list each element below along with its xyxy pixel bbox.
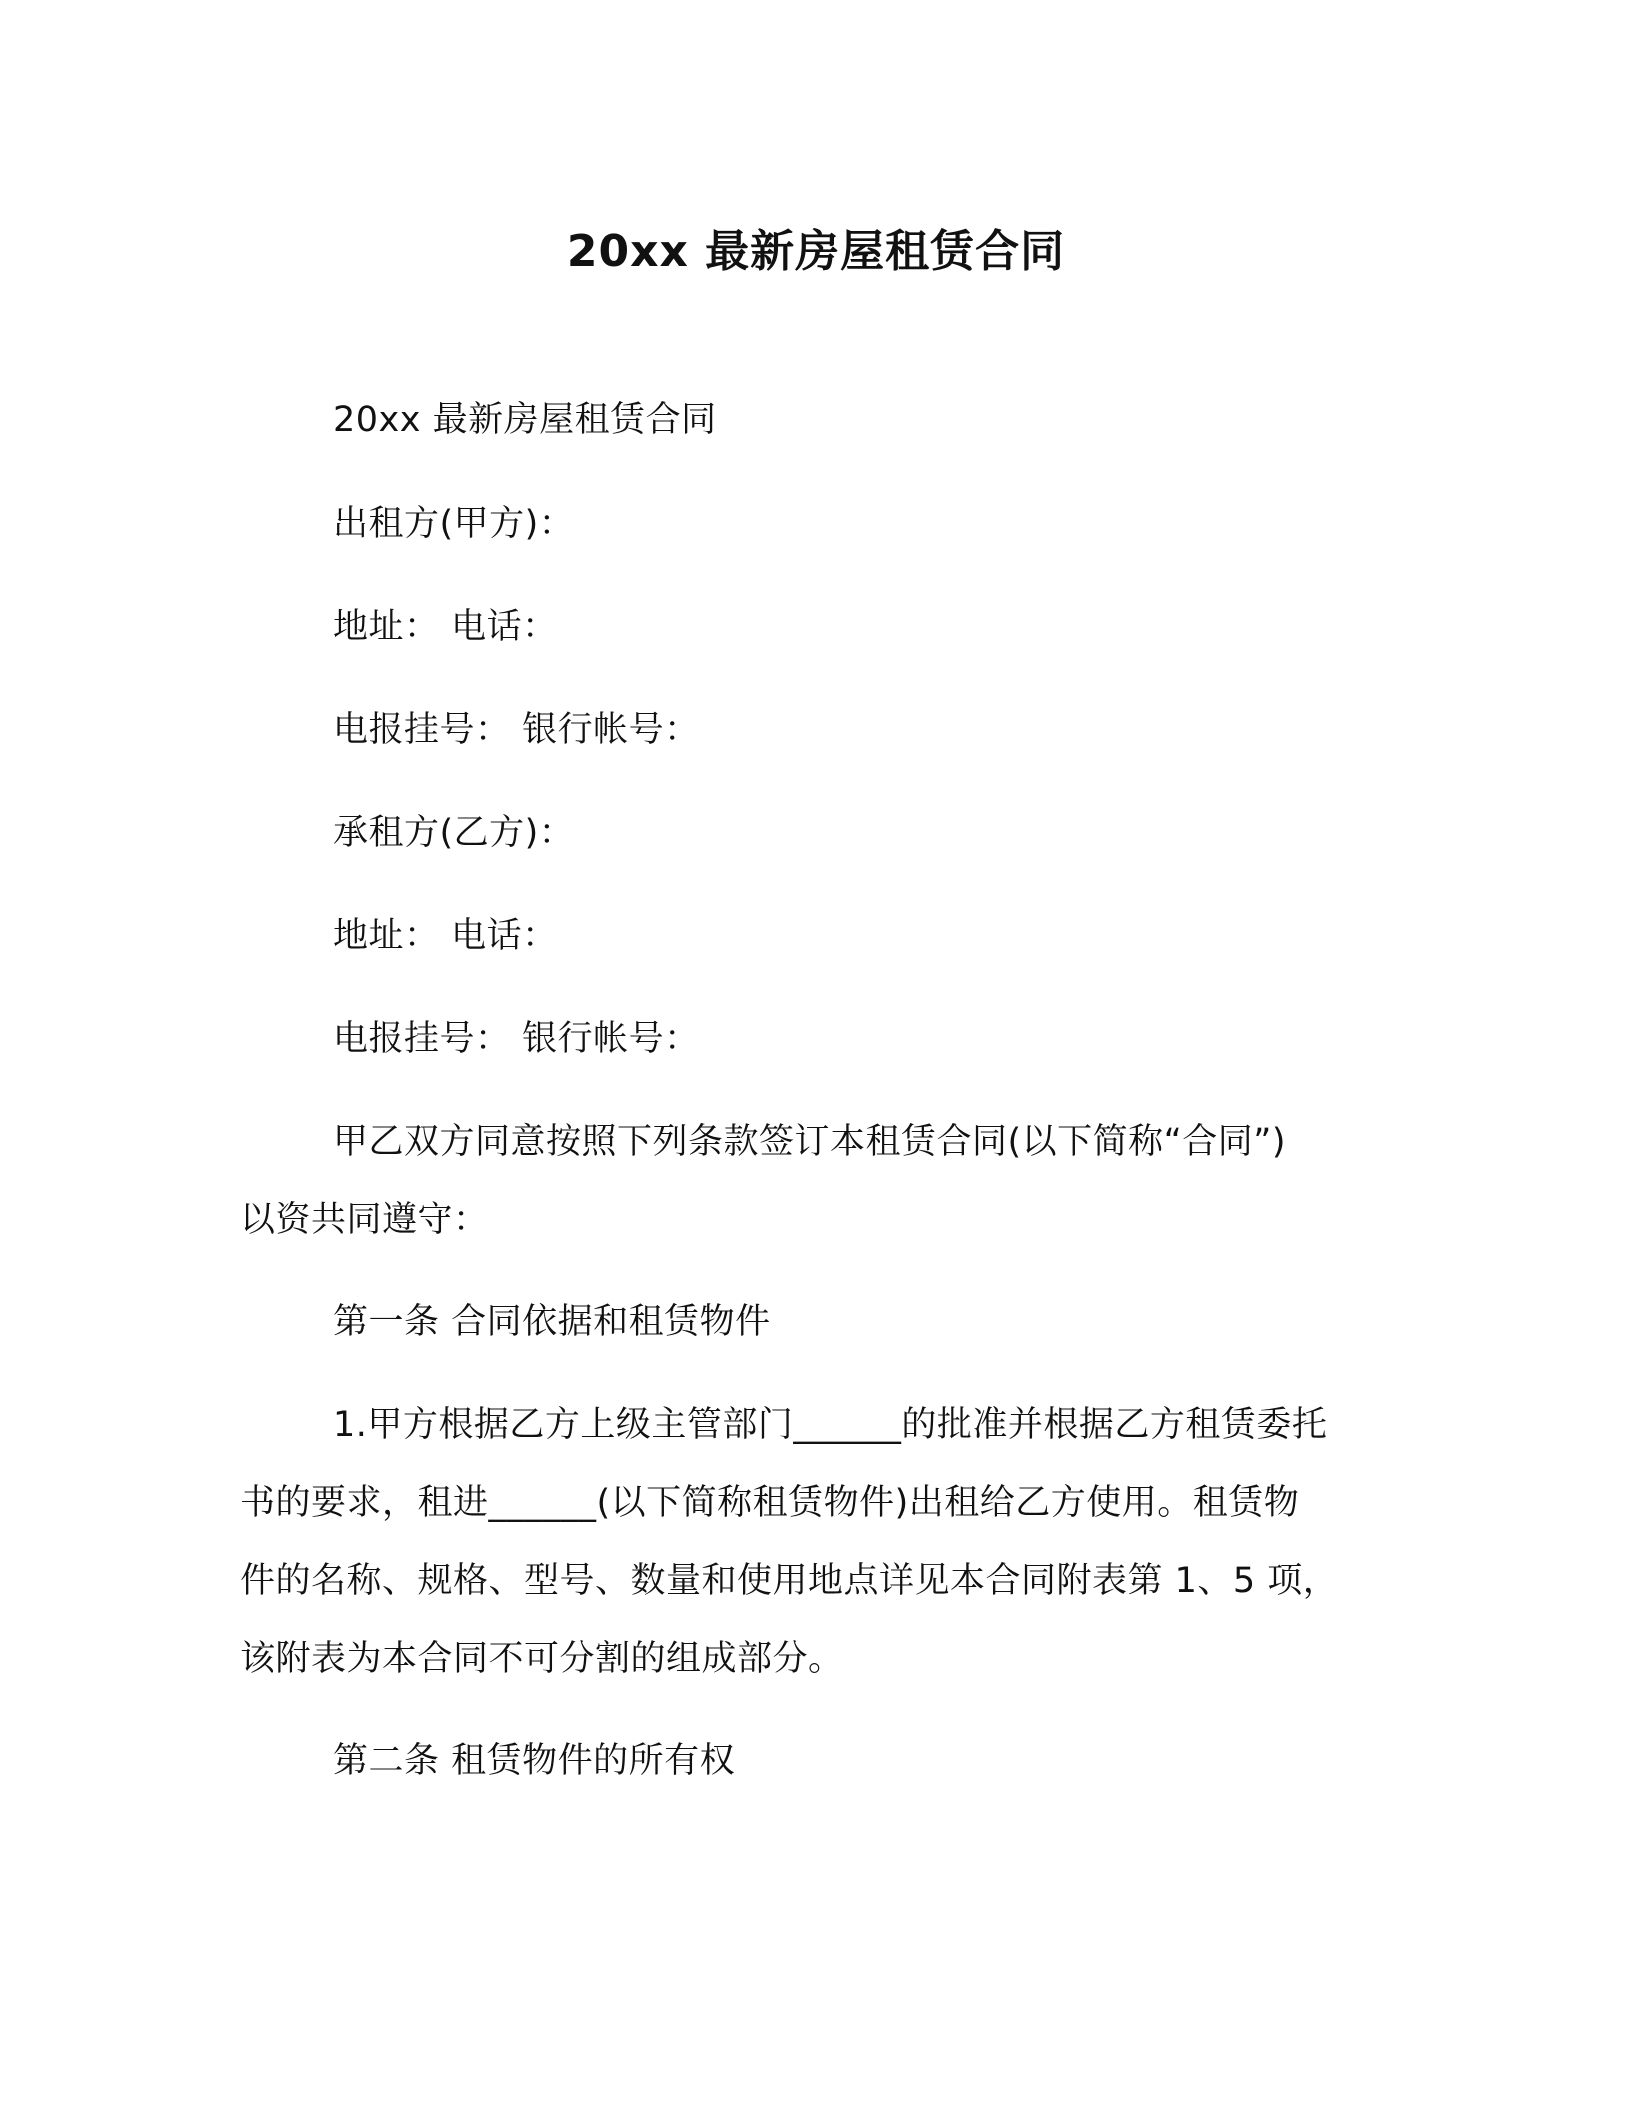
lessor-line: 出租方(甲方)： xyxy=(333,504,575,544)
lessee-address-line: 地址： 电话： xyxy=(333,916,558,956)
agreement-line-2: 以资共同遵守： xyxy=(240,1200,489,1240)
article-1-para-line-4: 该附表为本合同不可分割的组成部分。 xyxy=(240,1639,844,1679)
article-1-para-line-2: 书的要求，租进______(以下简称租赁物件)出租给乙方使用。租赁物 xyxy=(240,1483,1300,1523)
article-1-para-line-1: 1.甲方根据乙方上级主管部门______的批准并根据乙方租赁委托 xyxy=(333,1405,1328,1445)
article-1-para-line-3: 件的名称、规格、型号、数量和使用地点详见本合同附表第 1、5 项， xyxy=(240,1561,1339,1601)
agreement-line-1: 甲乙双方同意按照下列条款签订本租赁合同(以下简称“合同”) xyxy=(333,1122,1287,1162)
article-1-heading: 第一条 合同依据和租赁物件 xyxy=(333,1302,771,1342)
subtitle-line: 20xx 最新房屋租赁合同 xyxy=(333,400,717,440)
lessee-bank-line: 电报挂号： 银行帐号： xyxy=(333,1019,700,1059)
lessor-bank-line: 电报挂号： 银行帐号： xyxy=(333,710,700,750)
lessor-address-line: 地址： 电话： xyxy=(333,607,558,647)
page-title: 20xx 最新房屋租赁合同 xyxy=(566,226,1066,277)
article-2-heading: 第二条 租赁物件的所有权 xyxy=(333,1741,736,1781)
lessee-line: 承租方(乙方)： xyxy=(333,813,575,853)
